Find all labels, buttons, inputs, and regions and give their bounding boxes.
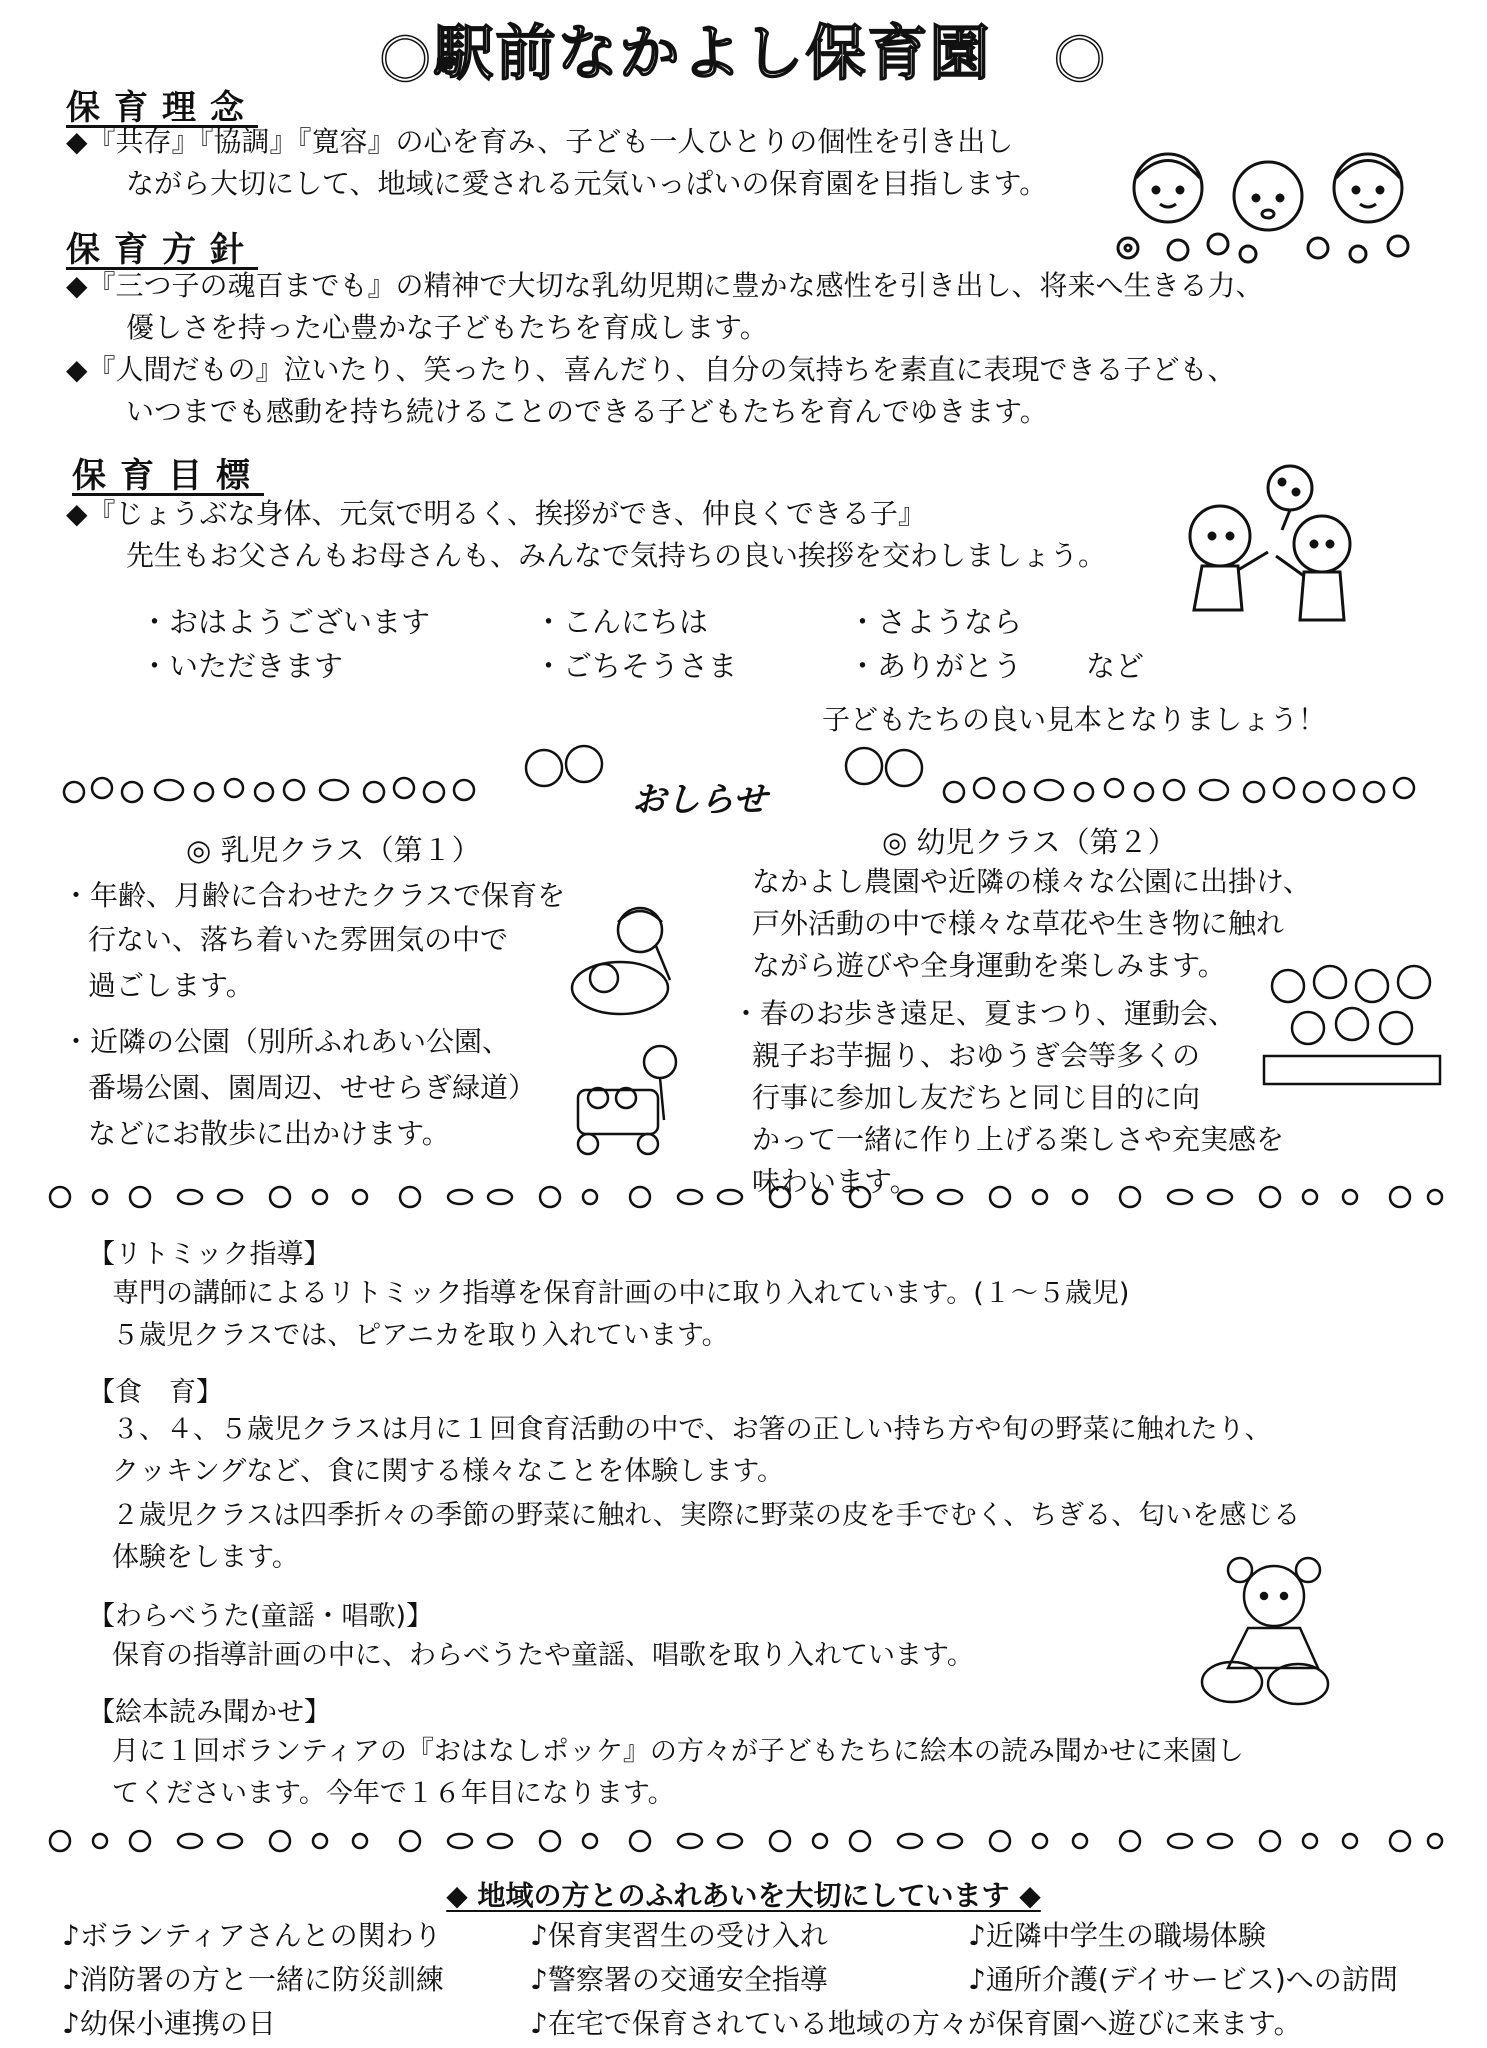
baby-caregiver-illustration [560,900,690,1020]
warabe-line-1: 保育の指導計画の中に、わらべうたや童謡、唱歌を取り入れています。 [112,1640,974,1671]
policy-heading: 保育方針 [66,230,258,270]
warabe-heading: 【わらべうた(童謡・唱歌)】 [88,1601,434,1632]
food-line-1: ３、４、５歳児クラスは月に１回食育活動の中で、お箸の正しい持ち方や旬の野菜に触れたり、 [112,1414,1272,1445]
community-item: ♪警察署の交通安全指導 [530,1963,828,1996]
stroller-illustration [568,1040,698,1160]
toddler-line-6: 行事に参加し友だちと同じ目的に向 [752,1081,1201,1114]
policy-line-4: いつまでも感動を持ち続けることのできる子どもたちを育んでゆきます。 [126,395,1048,428]
goals-line-2: 先生もお父さんもお母さんも、みんなで気持ちの良い挨拶を交わしましょう。 [126,539,1107,572]
picturebook-heading: 【絵本読み聞かせ】 [88,1697,331,1728]
rhythmic-heading: 【リトミック指導】 [88,1239,331,1270]
policy-line-3: ◆『人間だもの』泣いたり、笑ったり、喜んだり、自分の気持ちを素直に表現できる子ども、 [66,353,1236,386]
toddler-line-1: なかよし農園や近隣の様々な公園に出掛け、 [752,865,1311,898]
greeting-item: ・いただきます [140,649,344,683]
infant-line-6: などにお散歩に出かけます。 [88,1117,450,1150]
picturebook-line-2: てくださいます。今年で１６年目になります。 [112,1778,675,1809]
kids-balloon-illustration [1172,460,1372,635]
community-item: ♪幼保小連携の日 [62,2007,276,2040]
infant-class-heading: ◎ 乳児クラス（第１） [186,833,481,867]
community-item: ♪保育実習生の受け入れ [530,1919,828,1952]
greeting-item: ・ごちそうさま [534,649,738,683]
community-item: ♪近隣中学生の職場体験 [968,1919,1266,1952]
girl-vegetables-illustration [1188,1548,1358,1708]
philosophy-heading: 保育理念 [66,88,258,128]
toddler-line-2: 戸外活動の中で様々な草花や生き物に触れ [752,907,1285,940]
flower-border-decoration [40,1180,1450,1214]
greeting-item: ・ありがとう [848,649,1023,683]
rhythmic-line-2: ５歳児クラスでは、ピアニカを取り入れています。 [112,1320,729,1351]
goals-closing: 子どもたちの良い見本となりましょう！ [822,703,1327,736]
infant-line-3: 過ごします。 [88,969,254,1002]
goals-heading: 保育目標 [72,456,264,496]
philosophy-line-1: ◆『共存』『協調』『寛容』の心を育み、子ども一人ひとりの個性を引き出し [66,125,1014,158]
flower-border-decoration [40,1824,1450,1858]
food-line-3: ２歳児クラスは四季折々の季節の野菜に触れ、実際に野菜の皮を手でむく、ちぎる、匂いを感じる [112,1500,1301,1531]
community-item: ♪通所介護(デイサービス)への訪問 [968,1963,1398,1996]
greeting-item: ・さようなら [848,605,1023,639]
toddler-line-8: 味わいます。 [752,1165,918,1198]
philosophy-line-2: ながら大切にして、地域に愛される元気いっぱいの保育園を目指します。 [126,167,1048,200]
children-flowers-illustration [1098,138,1428,268]
notice-label: おしらせ [632,780,767,820]
infant-line-2: 行ない、落ち着いた雰囲気の中で [88,923,509,956]
policy-line-2: 優しさを持った心豊かな子どもたちを育成します。 [126,311,768,344]
children-singing-illustration [1258,952,1448,1090]
toddler-class-heading: ◎ 幼児クラス（第２） [882,825,1177,859]
community-heading-text: ◆ 地域の方とのふれあいを大切にしています ◆ [446,1879,1041,1912]
community-item: ♪消防署の方と一緒に防災訓練 [62,1963,444,1996]
policy-line-1: ◆『三つ子の魂百までも』の精神で大切な乳幼児期に豊かな感性を引き出し、将来へ生きる力、 [66,269,1264,302]
greeting-item: ・こんにちは [534,605,709,639]
goals-line-1: ◆『じょうぶな身体、元気で明るく、挨拶ができ、仲良くできる子』 [66,497,926,530]
food-line-2: クッキングなど、食に関する様々なことを体験します。 [112,1456,785,1487]
community-item: ♪ボランティアさんとの関わり [62,1919,442,1952]
infant-line-5: 番場公園、園周辺、せせらぎ緑道） [88,1071,537,1104]
community-item: ♪在宅で保育されている地域の方々が保育園へ遊びに来ます。 [530,2007,1302,2040]
page-title: ○駅前なかよし保育園 ○ [379,19,1108,89]
picturebook-line-1: 月に１回ボランティアの『おはなしポッケ』の方々が子どもたちに絵本の読み聞かせに来園し [112,1736,1244,1767]
rhythmic-line-1: 専門の講師によるリトミック指導を保育計画の中に取り入れています。(１～５歳児) [112,1278,1130,1309]
greeting-item: ・おはようございます [140,605,431,639]
toddler-line-4: ・春のお歩き遠足、夏まつり、運動会、 [732,997,1237,1030]
greeting-etc: など [1086,649,1145,683]
infant-line-4: ・近隣の公園（別所ふれあい公園、 [62,1025,511,1058]
toddler-line-5: 親子お芋掘り、おゆうぎ会等多くの [752,1039,1201,1072]
infant-line-1: ・年齢、月齢に合わせたクラスで保育を [62,879,566,912]
toddler-line-3: ながら遊びや全身運動を楽しみます。 [752,949,1226,982]
toddler-line-7: かって一緒に作り上げる楽しさや充実感を [752,1123,1285,1156]
community-heading [0,1874,1487,1914]
food-line-4: 体験をします。 [112,1542,299,1573]
food-heading: 【食 育】 [88,1377,223,1408]
